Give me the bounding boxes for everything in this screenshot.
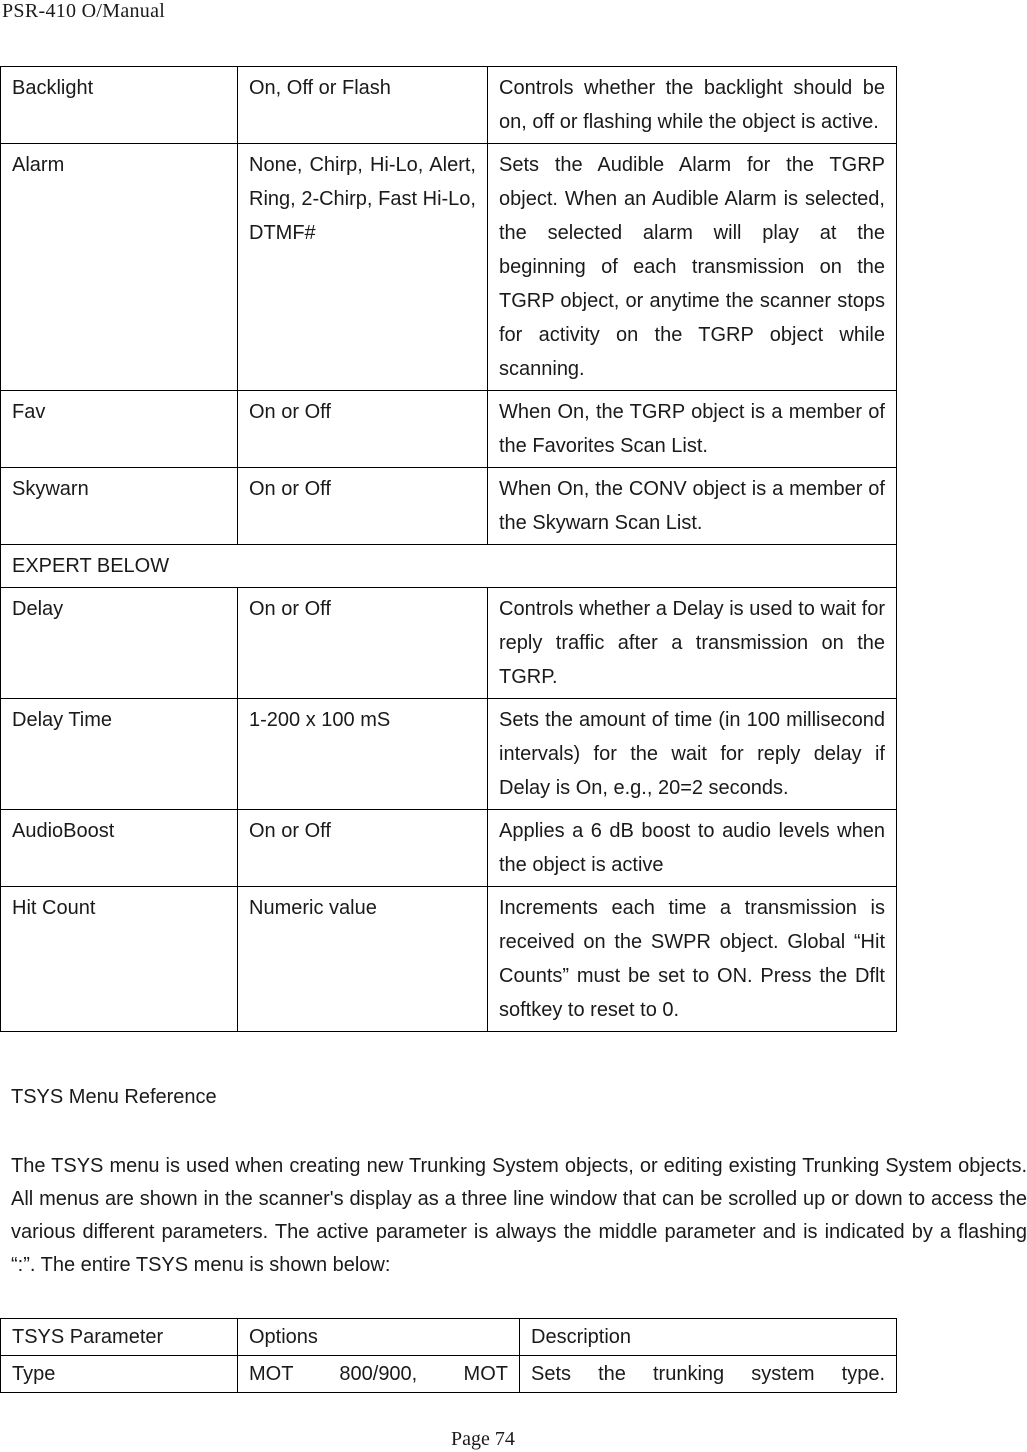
expert-below-label: EXPERT BELOW [1,545,897,588]
options-cell: None, Chirp, Hi-Lo, Alert, Ring, 2-Chirp, Fast Hi-Lo, DTMF# [238,144,488,391]
options-cell: On, Off or Flash [238,67,488,144]
options-cell: On or Off [238,468,488,545]
expert-divider-row [1,545,897,588]
options-cell: On or Off [238,810,488,887]
description-cell: Controls whether the backlight should be on, off or flashing while the object is active. [488,67,897,144]
description-cell: Increments each time a transmission is received on the SWPR object. Global “Hit Counts” must be set to ON. Press the Dflt softkey to reset to 0. [488,887,897,1032]
column-header-param: TSYS Parameter [1,1319,238,1356]
table-row [1,810,897,887]
param-cell: AudioBoost [1,810,238,887]
table-row [1,391,897,468]
table-row [1,1356,897,1393]
section-intro-paragraph: The TSYS menu is used when creating new Trunking System objects, or editing existing Trunking System objects. All menus are shown in the scanner's display as a three line window that can be scrolled up or down to access the various different parameters. The active parameter is always the middle parameter and is indicated by a flashing “:”. The entire TSYS menu is shown below: [11,1155,1027,1276]
options-cell: On or Off [238,391,488,468]
param-cell: Hit Count [1,887,238,1032]
param-cell: Skywarn [1,468,238,545]
param-cell: Backlight [1,67,238,144]
description-cell: Sets the trunking system type. [520,1356,897,1393]
table-row [1,144,897,391]
options-cell: On or Off [238,588,488,699]
table-header-row [1,1319,897,1356]
table-row [1,588,897,699]
table-row [1,699,897,810]
table-row [1,468,897,545]
table-row [1,67,897,144]
page-number: Page 74 [451,1428,515,1450]
description-cell: When On, the TGRP object is a member of the Favorites Scan List. [488,391,897,468]
table-row [1,887,897,1032]
param-cell: Delay Time [1,699,238,810]
description-cell: When On, the CONV object is a member of the Skywarn Scan List. [488,468,897,545]
param-cell: Delay [1,588,238,699]
description-cell: Sets the amount of time (in 100 millisecond intervals) for the wait for reply delay if Delay is On, e.g., 20=2 seconds. [488,699,897,810]
tsys-parameter-table [0,1318,897,1393]
param-cell: Alarm [1,144,238,391]
column-header-description: Description [520,1319,897,1356]
document-header: PSR-410 O/Manual [2,0,166,22]
description-cell: Sets the Audible Alarm for the TGRP object. When an Audible Alarm is selected, the selected alarm will play at the beginning of each transmission on the TGRP object, or anytime the scanner stops for activity on the TGRP object while scanning. [488,144,897,391]
param-cell: Type [1,1356,238,1393]
options-cell: Numeric value [238,887,488,1032]
options-cell: MOT 800/900, MOT [238,1356,520,1393]
column-header-options: Options [238,1319,520,1356]
description-cell: Controls whether a Delay is used to wait for reply traffic after a transmission on the TGRP. [488,588,897,699]
options-cell: 1-200 x 100 mS [238,699,488,810]
section-title: TSYS Menu Reference [11,1086,217,1108]
parameter-table [0,66,897,1032]
param-cell: Fav [1,391,238,468]
description-cell: Applies a 6 dB boost to audio levels when the object is active [488,810,897,887]
